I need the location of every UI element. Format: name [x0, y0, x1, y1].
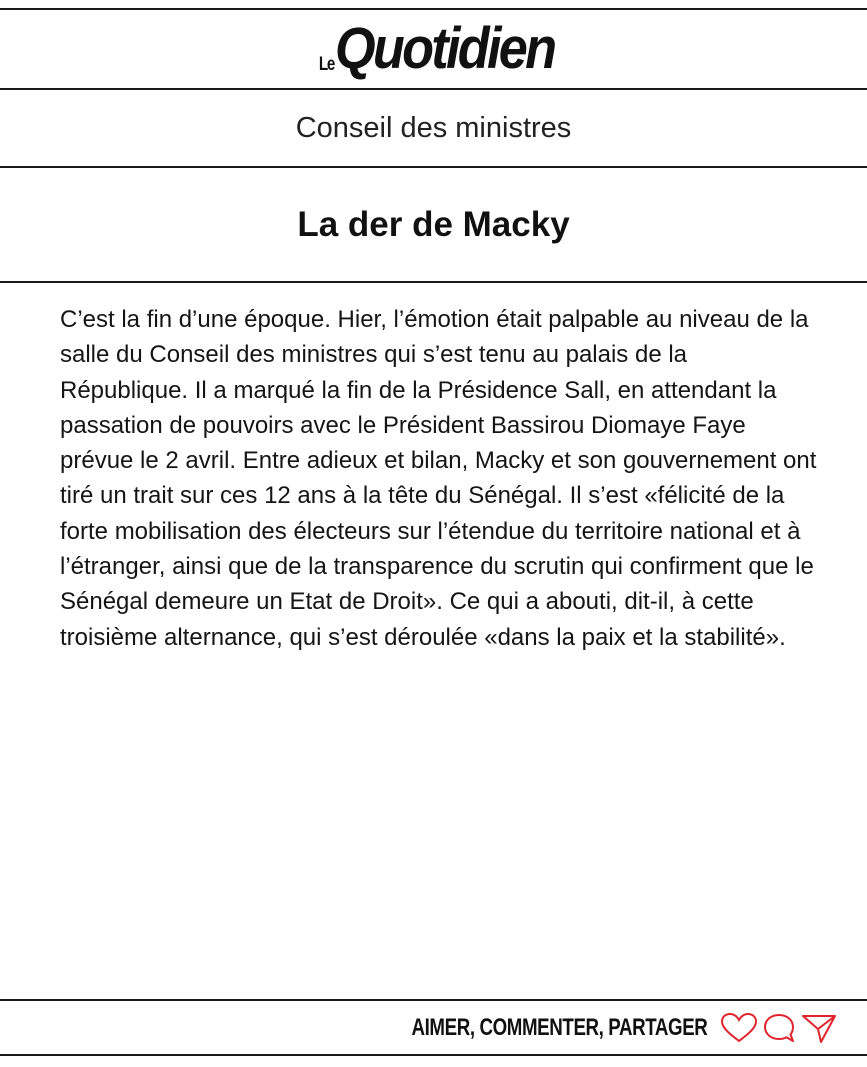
- heart-icon[interactable]: [719, 1011, 759, 1045]
- section-label: Conseil des ministres: [295, 111, 572, 144]
- action-bar-label: AIMER, COMMENTER, PARTAGER: [411, 1013, 707, 1041]
- article-body: C’est la fin d’une époque. Hier, l’émotion était palpable au niveau de la salle du Conseil des ministres qui s’est tenu au palais de la République. Il a marqué la fin de la Présidence Sall, en attendant la passation de pouvoirs avec le Président Bassirou Diomaye Faye prévue le 2 avril. Entre adieux et bilan, Macky et son gouvernement ont tiré un trait sur ces 12 ans à la tête du Sénégal. Il s’est «félicité de la forte mobilisation des électeurs sur l’étendue du territoire national et à l’étranger, ainsi que de la transparence du scrutin qui confirment que le Sénégal demeure un Etat de Droit». Ce qui a abouti, dit-il, à cette troisième alternance, qui s’est déroulée «dans la paix et la stabilité».: [60, 306, 817, 651]
- logo-prefix: Le: [318, 54, 334, 75]
- footer-bottom-rule: [0, 1054, 867, 1056]
- masthead: [0, 10, 867, 88]
- logo-name: Quotidien: [334, 16, 555, 81]
- article-headline: La der de Macky: [297, 204, 570, 244]
- action-bar: [0, 1001, 867, 1054]
- site-logo[interactable]: [315, 16, 555, 81]
- share-icon[interactable]: [799, 1011, 839, 1045]
- headline-divider: [0, 281, 867, 283]
- comment-icon[interactable]: [759, 1011, 799, 1045]
